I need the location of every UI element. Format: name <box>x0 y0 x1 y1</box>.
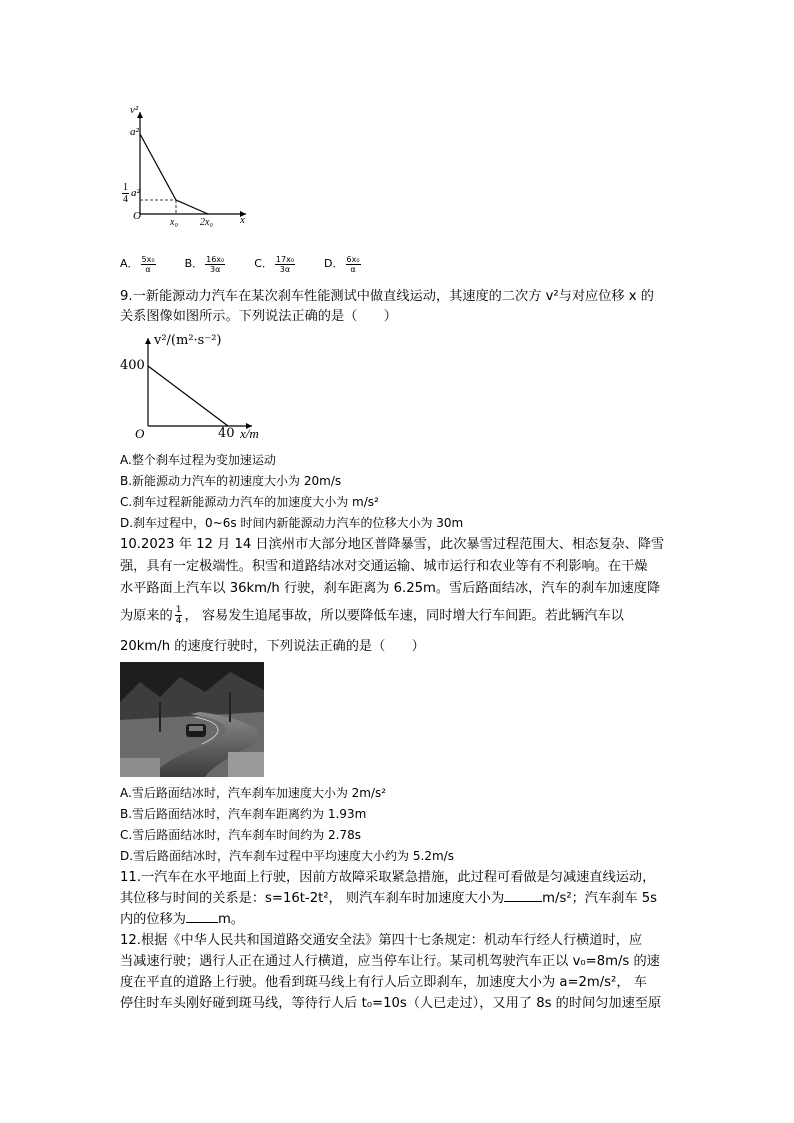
frac-den: α <box>350 264 356 274</box>
graph1-origin: O <box>133 210 141 222</box>
q8-options <box>120 254 363 274</box>
q9-option-d[interactable]: D.刹车过程中，0~6s 时间内新能源动力汽车的位移大小为 30m <box>120 516 464 530</box>
q9-option-a[interactable]: A.整个刹车过程为变加速运动 <box>120 453 276 467</box>
q9-stem-line-1: 9.一新能源动力汽车在某次刹车性能测试中做直线运动，其速度的二次方 v²与对应位移 x 的 <box>120 289 654 304</box>
frac-den: 4 <box>175 616 182 626</box>
graph1-y-top-label: a² <box>130 126 139 138</box>
frac-den: α <box>145 264 151 274</box>
q9-option-c[interactable]: C.刹车过程新能源动力汽车的加速度大小为 m/s² <box>120 495 379 509</box>
graph1-x-axis-label: x <box>240 214 245 226</box>
q10-stem-line-4 <box>120 605 624 626</box>
graph1-x-tick-1: x₀ <box>170 217 178 228</box>
q10-stem-line-5: 20km/h 的速度行驶时，下列说法正确的是（ ） <box>120 639 425 654</box>
q9-graph-y-value: 400 <box>120 358 145 373</box>
frac-num: 17x₀ <box>275 254 295 264</box>
graph1-y-frac <box>120 182 140 205</box>
frac-num: 1 <box>123 182 128 193</box>
q12-stem-line-2: 当减速行驶；遇行人正在通过人行横道，应当停车让行。某司机驾驶汽车正以 v₀=8m/s 的速 <box>120 954 660 969</box>
q9-stem-line-2: 关系图像如图所示。下列说法正确的是（ ） <box>120 309 397 324</box>
q11-line2-suffix: m/s²；汽车刹车 5s <box>542 891 658 906</box>
answer-blank[interactable] <box>186 910 218 923</box>
q10-option-a[interactable]: A.雪后路面结冰时，汽车刹车加速度大小为 2m/s² <box>120 786 387 800</box>
q10-stem-line-3: 水平路面上汽车以 36km/h 行驶，刹车距离为 6.25m。雪后路面结冰，汽车的刹车加速度降 <box>120 581 661 596</box>
q12-stem-line-4: 停住时车头刚好碰到斑马线，等待行人后 t₀=10s（人已走过），又用了 8s 的时间匀加速至原 <box>120 996 662 1011</box>
q9-graph-origin: O <box>135 426 145 441</box>
frac-num: 16x₀ <box>206 254 225 264</box>
q11-stem-line-3 <box>120 910 244 929</box>
q9-graph-x-label: x/m <box>240 426 259 441</box>
q8-option-a[interactable] <box>120 254 158 274</box>
q11-line3-suffix: m。 <box>217 912 244 927</box>
q10-option-b[interactable]: B.雪后路面结冰时，汽车刹车距离约为 1.93m <box>120 807 367 821</box>
frac-den: 3α <box>209 264 221 274</box>
q8-option-b[interactable] <box>184 254 228 274</box>
graph1-y-axis-label: v² <box>130 104 139 116</box>
q11-stem-line-1: 11.一汽车在水平地面上行驶，因前方故障采取紧急措施，此过程可看做是匀减速直线运动， <box>120 870 656 885</box>
option-letter: A． <box>120 257 139 270</box>
option-letter: B． <box>184 257 204 270</box>
frac-den: 4 <box>123 194 128 205</box>
q10-stem-line-1: 10.2023 年 12 月 14 日滨州市大部分地区普降暴雪，此次暴雪过程范围大、相态复杂、降雪 <box>120 537 665 552</box>
q10-line4-prefix: 为原来的 <box>120 608 173 624</box>
q9-graph-y-label: v²/(m²·s⁻²) <box>154 333 222 348</box>
q10-line4-suffix: ， 容易发生追尾事故，所以要降低车速，同时增大行车间距。若此辆汽车以 <box>184 608 624 624</box>
answer-blank[interactable] <box>504 889 542 902</box>
q12-stem-line-1: 12.根据《中华人民共和国道路交通安全法》第四十七条规定：机动车行经人行横道时，应 <box>120 933 643 948</box>
q10-stem-line-2: 强，具有一定极端性。积雪和道路结冰对交通运输、城市运行和农业等有不利影响。在干燥 <box>120 559 648 574</box>
q10-option-d[interactable]: D.雪后路面结冰时，汽车刹车过程中平均速度大小约为 5.2m/s <box>120 849 454 863</box>
graph1-x-tick-2: 2x₀ <box>200 217 213 228</box>
option-letter: D． <box>324 257 344 270</box>
frac-num: 6x₀ <box>346 254 360 264</box>
q9-option-b[interactable]: B.新能源动力汽车的初速度大小为 20m/s <box>120 474 342 488</box>
q11-stem-line-2 <box>120 889 657 908</box>
snowy-road-photo <box>120 662 264 777</box>
q12-stem-line-3: 度在平直的道路上行驶。他看到斑马线上有行人后立即刹车，加速度大小为 a=2m/s²， 车 <box>120 975 647 990</box>
q9-graph-x-value: 40 <box>218 426 235 441</box>
q8-option-d[interactable] <box>324 254 363 274</box>
q10-option-c[interactable]: C.雪后路面结冰时，汽车刹车时间约为 2.78s <box>120 828 361 842</box>
frac-num: 1 <box>175 605 182 615</box>
q11-line2-prefix: 其位移与时间的关系是：s=16t-2t²， 则汽车刹车时加速度大小为 <box>120 891 505 906</box>
frac-num: 5x₀ <box>141 254 155 264</box>
frac-den: 3α <box>279 264 291 274</box>
q11-line3-prefix: 内的位移为 <box>120 912 186 927</box>
frac-symbol: a² <box>131 186 140 199</box>
q8-option-c[interactable] <box>254 254 297 274</box>
option-letter: C． <box>254 257 273 270</box>
